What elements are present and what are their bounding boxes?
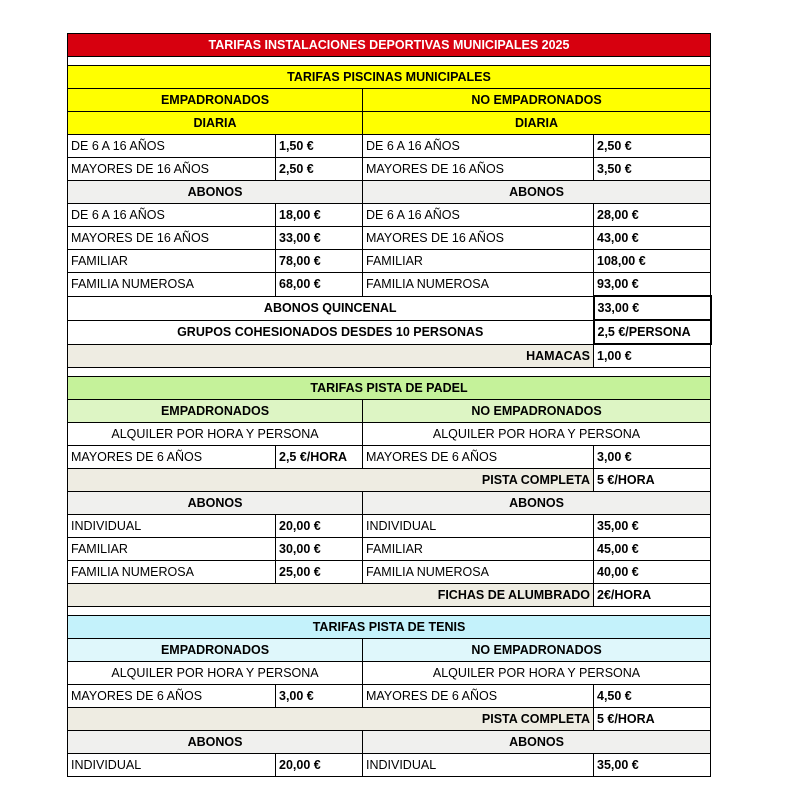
spacer (68, 57, 711, 66)
rate-label: MAYORES DE 6 AÑOS (68, 685, 276, 708)
table-row (68, 515, 711, 538)
rate-label: FAMILIAR (363, 250, 594, 273)
padel-section-title: TARIFAS PISTA DE PADEL (68, 377, 711, 400)
rate-label: MAYORES DE 16 AÑOS (363, 227, 594, 250)
table-row (68, 561, 711, 584)
tennis-full-court-label: PISTA COMPLETA (68, 708, 594, 731)
rate-value: 1,50 € (276, 135, 363, 158)
rate-value: 78,00 € (276, 250, 363, 273)
rate-value: 18,00 € (276, 204, 363, 227)
rate-value: 2,50 € (594, 135, 711, 158)
fortnight-pass-value: 33,00 € (594, 296, 711, 320)
table-row (68, 446, 711, 469)
rate-value: 43,00 € (594, 227, 711, 250)
rate-value: 3,50 € (594, 158, 711, 181)
table-row (68, 320, 711, 344)
table-row (68, 344, 711, 368)
tennis-nonresidents-header: NO EMPADRONADOS (363, 639, 711, 662)
document-title: TARIFAS INSTALACIONES DEPORTIVAS MUNICIPALES 2025 (68, 34, 711, 57)
padel-residents-header: EMPADRONADOS (68, 400, 363, 423)
tennis-rental-header-residents: ALQUILER POR HORA Y PERSONA (68, 662, 363, 685)
rate-value: 35,00 € (594, 754, 711, 777)
rate-value: 45,00 € (594, 538, 711, 561)
rate-label: FAMILIA NUMEROSA (68, 273, 276, 297)
fortnight-pass-label: ABONOS QUINCENAL (68, 296, 594, 320)
rate-label: INDIVIDUAL (363, 754, 594, 777)
groups-value: 2,5 €/PERSONA (594, 320, 711, 344)
tennis-passes-header-nonresidents: ABONOS (363, 731, 711, 754)
rate-label: DE 6 A 16 AÑOS (363, 204, 594, 227)
pools-section-title: TARIFAS PISCINAS MUNICIPALES (68, 66, 711, 89)
lighting-tokens-label: FICHAS DE ALUMBRADO (68, 584, 594, 607)
rate-value: 4,50 € (594, 685, 711, 708)
tennis-full-court-value: 5 €/HORA (594, 708, 711, 731)
tariff-table (67, 33, 712, 777)
padel-rental-header-residents: ALQUILER POR HORA Y PERSONA (68, 423, 363, 446)
rate-label: DE 6 A 16 AÑOS (68, 204, 276, 227)
rate-label: FAMILIAR (68, 250, 276, 273)
lighting-tokens-value: 2€/HORA (594, 584, 711, 607)
tennis-section-title: TARIFAS PISTA DE TENIS (68, 616, 711, 639)
pools-residents-header: EMPADRONADOS (68, 89, 363, 112)
pools-passes-header-residents: ABONOS (68, 181, 363, 204)
rate-label: MAYORES DE 6 AÑOS (363, 685, 594, 708)
padel-full-court-value: 5 €/HORA (594, 469, 711, 492)
rate-value: 25,00 € (276, 561, 363, 584)
rate-label: FAMILIAR (363, 538, 594, 561)
rate-value: 40,00 € (594, 561, 711, 584)
pools-daily-header-residents: DIARIA (68, 112, 363, 135)
rate-label: FAMILIAR (68, 538, 276, 561)
tennis-residents-header: EMPADRONADOS (68, 639, 363, 662)
rate-value: 3,00 € (276, 685, 363, 708)
rate-label: MAYORES DE 6 AÑOS (363, 446, 594, 469)
spacer (68, 368, 711, 377)
rate-value: 20,00 € (276, 754, 363, 777)
tariff-sheet (67, 33, 710, 777)
rate-label: FAMILIA NUMEROSA (363, 561, 594, 584)
rate-value: 108,00 € (594, 250, 711, 273)
loungers-value: 1,00 € (594, 344, 711, 368)
table-row (68, 227, 711, 250)
rate-label: DE 6 A 16 AÑOS (363, 135, 594, 158)
rate-label: INDIVIDUAL (68, 515, 276, 538)
table-row (68, 250, 711, 273)
rate-label: MAYORES DE 6 AÑOS (68, 446, 276, 469)
padel-full-court-label: PISTA COMPLETA (68, 469, 594, 492)
pools-passes-header-nonresidents: ABONOS (363, 181, 711, 204)
rate-label: FAMILIA NUMEROSA (363, 273, 594, 297)
table-row (68, 273, 711, 297)
loungers-label: HAMACAS (68, 344, 594, 368)
table-row (68, 538, 711, 561)
rate-value: 35,00 € (594, 515, 711, 538)
rate-value: 68,00 € (276, 273, 363, 297)
rate-label: MAYORES DE 16 AÑOS (68, 227, 276, 250)
rate-value: 93,00 € (594, 273, 711, 297)
padel-passes-header-nonresidents: ABONOS (363, 492, 711, 515)
tennis-passes-header-residents: ABONOS (68, 731, 363, 754)
tennis-rental-header-nonresidents: ALQUILER POR HORA Y PERSONA (363, 662, 711, 685)
rate-label: DE 6 A 16 AÑOS (68, 135, 276, 158)
padel-nonresidents-header: NO EMPADRONADOS (363, 400, 711, 423)
rate-value: 33,00 € (276, 227, 363, 250)
table-row (68, 296, 711, 320)
rate-value: 2,5 €/HORA (276, 446, 363, 469)
spacer (68, 607, 711, 616)
table-row (68, 204, 711, 227)
table-row (68, 685, 711, 708)
padel-passes-header-residents: ABONOS (68, 492, 363, 515)
padel-rental-header-nonresidents: ALQUILER POR HORA Y PERSONA (363, 423, 711, 446)
pools-daily-header-nonresidents: DIARIA (363, 112, 711, 135)
table-row (68, 469, 711, 492)
rate-label: INDIVIDUAL (68, 754, 276, 777)
rate-value: 2,50 € (276, 158, 363, 181)
groups-label: GRUPOS COHESIONADOS DESDES 10 PERSONAS (68, 320, 594, 344)
rate-label: MAYORES DE 16 AÑOS (68, 158, 276, 181)
pools-nonresidents-header: NO EMPADRONADOS (363, 89, 711, 112)
rate-value: 28,00 € (594, 204, 711, 227)
table-row (68, 135, 711, 158)
rate-label: INDIVIDUAL (363, 515, 594, 538)
table-row (68, 708, 711, 731)
rate-value: 30,00 € (276, 538, 363, 561)
rate-label: MAYORES DE 16 AÑOS (363, 158, 594, 181)
table-row (68, 754, 711, 777)
rate-value: 3,00 € (594, 446, 711, 469)
rate-value: 20,00 € (276, 515, 363, 538)
rate-label: FAMILIA NUMEROSA (68, 561, 276, 584)
table-row (68, 158, 711, 181)
table-row (68, 584, 711, 607)
